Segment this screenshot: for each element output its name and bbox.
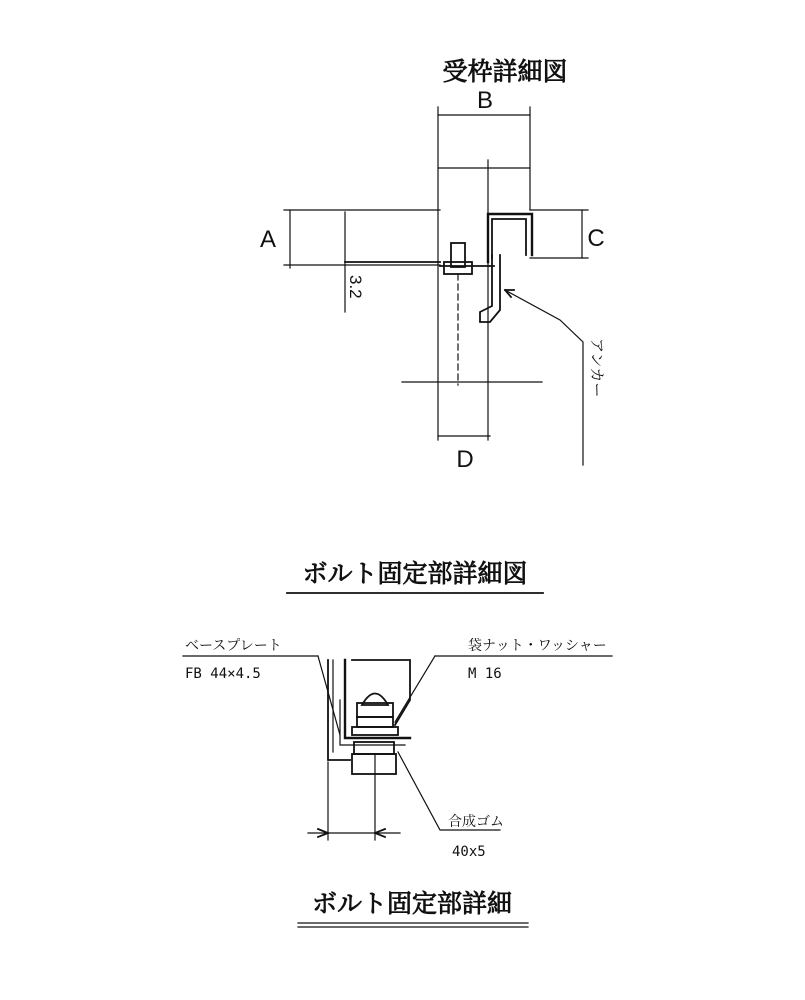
nut-spec: M 16 bbox=[468, 666, 502, 682]
nut-label: 袋ナット・ワッシャー bbox=[468, 638, 607, 654]
frame-profile bbox=[440, 214, 532, 266]
dim-label-thickness: 3.2 bbox=[346, 275, 365, 299]
frame-detail-title: 受枠詳細図 bbox=[442, 57, 568, 86]
rubber-label: 合成ゴム bbox=[448, 814, 504, 830]
dimension-d bbox=[456, 446, 473, 473]
dim-label-c: C bbox=[587, 225, 605, 252]
frame-bolt bbox=[444, 243, 472, 385]
dim-label-b: B bbox=[476, 87, 494, 114]
base-plate-spec: FB 44×4.5 bbox=[185, 666, 261, 682]
nut-callout bbox=[395, 637, 612, 722]
dimension-a bbox=[260, 210, 440, 268]
rubber-spec: 40x5 bbox=[452, 844, 486, 860]
rubber-callout bbox=[398, 752, 504, 860]
frame-body-lines bbox=[438, 160, 530, 440]
anchor-label: アンカー bbox=[588, 338, 606, 398]
dimension-thickness bbox=[345, 212, 440, 312]
dim-label-a: A bbox=[259, 226, 277, 253]
dimension-c bbox=[530, 210, 605, 258]
bolt-detail-title: ボルト固定部詳細 bbox=[311, 889, 513, 918]
anchor-leader bbox=[505, 290, 606, 465]
bolt-fixing-figure-title: ボルト固定部詳細図 bbox=[302, 559, 528, 588]
dim-label-d: D bbox=[456, 446, 474, 473]
base-plate-label: ベースプレート bbox=[185, 638, 282, 654]
base-plate-callout bbox=[183, 638, 340, 735]
bolt-assembly bbox=[308, 660, 410, 840]
